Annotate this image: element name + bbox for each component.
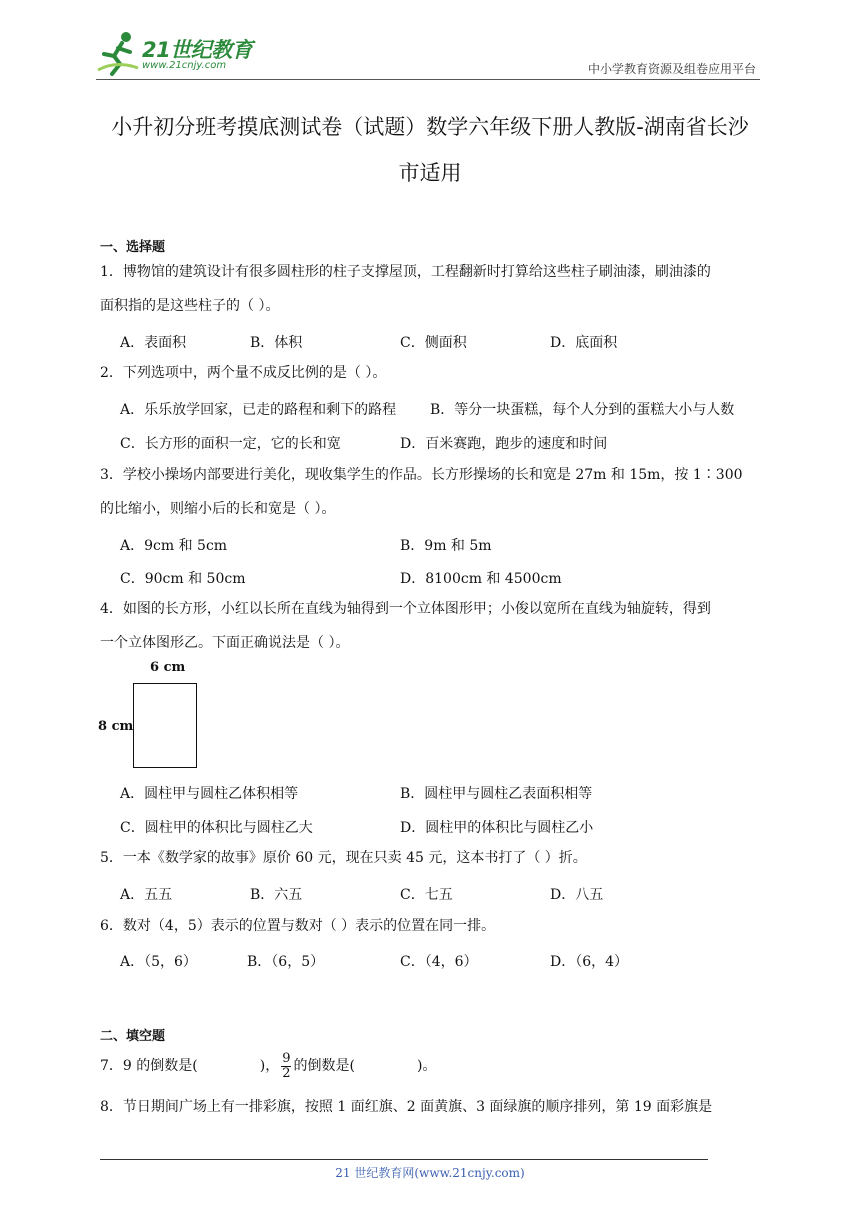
q1-line-2: 面积指的是这些柱子的（ ）。 — [100, 298, 280, 314]
q4-line-1: 4．如图的长方形，小红以长所在直线为轴得到一个立体图形甲；小俊以宽所在直线为轴旋转，得到 — [100, 601, 711, 617]
title-line-1: 小升初分班考摸底测试卷（试题）数学六年级下册人教版-湖南省长沙 — [111, 115, 749, 139]
fraction-nine-halves — [281, 1052, 291, 1081]
q3-option-b: B．9m 和 5m — [400, 538, 492, 554]
figure-height-label: 8 cm — [98, 719, 134, 734]
footer-divider — [100, 1159, 708, 1160]
question-8 — [100, 1090, 766, 1124]
q6-option-b: B．（6，5） — [247, 954, 325, 970]
q5-line-1: 5．一本《数学家的故事》原价 60 元，现在只卖 45 元，这本书打了（ ）折。 — [100, 850, 587, 866]
q1-option-b: B．体积 — [250, 335, 303, 351]
question-2 — [100, 356, 766, 390]
q5-option-a: A．五五 — [120, 887, 173, 903]
q5-option-d: D．八五 — [550, 887, 604, 903]
q7-mid: )， — [259, 1058, 280, 1074]
fraction-denominator: 2 — [282, 1065, 291, 1081]
q6-line-1: 6．数对（4，5）表示的位置与数对（ ）表示的位置在同一排。 — [100, 918, 496, 934]
q2-option-c: C．长方形的面积一定，它的长和宽 — [120, 436, 341, 452]
q4-option-c: C．圆柱甲的体积比与圆柱乙大 — [120, 820, 313, 836]
figure-width-label: 6 cm — [150, 660, 186, 675]
q5-option-b: B．六五 — [250, 887, 303, 903]
q4-option-b: B．圆柱甲与圆柱乙表面积相等 — [400, 786, 593, 802]
title-line-2: 市适用 — [398, 161, 462, 185]
page-title — [96, 104, 764, 196]
q4-option-a: A．圆柱甲与圆柱乙体积相等 — [120, 786, 299, 802]
q6-option-c: C．（4，6） — [400, 954, 478, 970]
question-5 — [100, 841, 766, 875]
logo-url: www.21cnjy.com — [142, 60, 227, 71]
question-7 — [100, 1048, 766, 1084]
q2-option-a: A．乐乐放学回家，已走的路程和剩下的路程 — [120, 402, 397, 418]
q2-option-d: D．百米赛跑，跑步的速度和时间 — [400, 436, 608, 452]
section-heading-choice: 一、选择题 — [100, 240, 166, 255]
footer-text: 21 世纪教育网(www.21cnjy.com) — [335, 1166, 525, 1180]
q2-line-1: 2．下列选项中，两个量不成反比例的是（ ）。 — [100, 365, 387, 381]
q7-prefix: 7．9 的倒数是( — [100, 1058, 198, 1074]
q5-option-c: C．七五 — [400, 887, 453, 903]
fraction-numerator: 9 — [282, 1050, 291, 1066]
q1-option-a: A．表面积 — [120, 335, 187, 351]
q2-option-b: B．等分一块蛋糕，每个人分到的蛋糕大小与人数 — [430, 402, 735, 418]
q4-option-d: D．圆柱甲的体积比与圆柱乙小 — [400, 820, 594, 836]
q1-option-c: C．侧面积 — [400, 335, 467, 351]
q3-line-2: 的比缩小，则缩小后的长和宽是（ ）。 — [100, 501, 336, 517]
q8-line-1: 8．节日期间广场上有一排彩旗，按照 1 面红旗、2 面黄旗、3 面绿旗的顺序排列，第 19 面彩旗是 — [100, 1099, 713, 1115]
q6-option-d: D．（6，4） — [550, 954, 629, 970]
site-logo — [96, 30, 266, 78]
q3-option-a: A．9cm 和 5cm — [120, 538, 228, 554]
logo-text: 21世纪教育 — [142, 38, 253, 62]
q6-option-a: A．（5，6） — [120, 954, 197, 970]
question-6 — [100, 909, 766, 943]
header-divider — [96, 79, 760, 80]
q3-option-c: C．90cm 和 50cm — [120, 571, 246, 587]
header-platform-text: 中小学教育资源及组卷应用平台 — [587, 62, 756, 76]
question-4 — [100, 592, 766, 660]
q3-option-d: D．8100cm 和 4500cm — [400, 571, 562, 587]
rectangle-figure — [133, 683, 197, 768]
q1-option-d: D．底面积 — [550, 335, 618, 351]
q1-line-1: 1．博物馆的建筑设计有很多圆柱形的柱子支撑屋顶，工程翻新时打算给这些柱子刷油漆，刷油漆的 — [100, 264, 711, 280]
question-1 — [100, 255, 766, 323]
q7-suffix-b: )。 — [416, 1058, 437, 1074]
question-3 — [100, 458, 766, 526]
section-heading-fill: 二、填空题 — [100, 1029, 166, 1044]
runner-logo-icon — [96, 30, 140, 76]
q7-suffix-a: 的倒数是( — [293, 1058, 355, 1074]
q3-line-1: 3．学校小操场内部要进行美化，现收集学生的作品。长方形操场的长和宽是 27m 和 15m，按 1∶300 — [100, 467, 743, 483]
q4-line-2: 一个立体图形乙。下面正确说法是（ ）。 — [100, 635, 350, 651]
